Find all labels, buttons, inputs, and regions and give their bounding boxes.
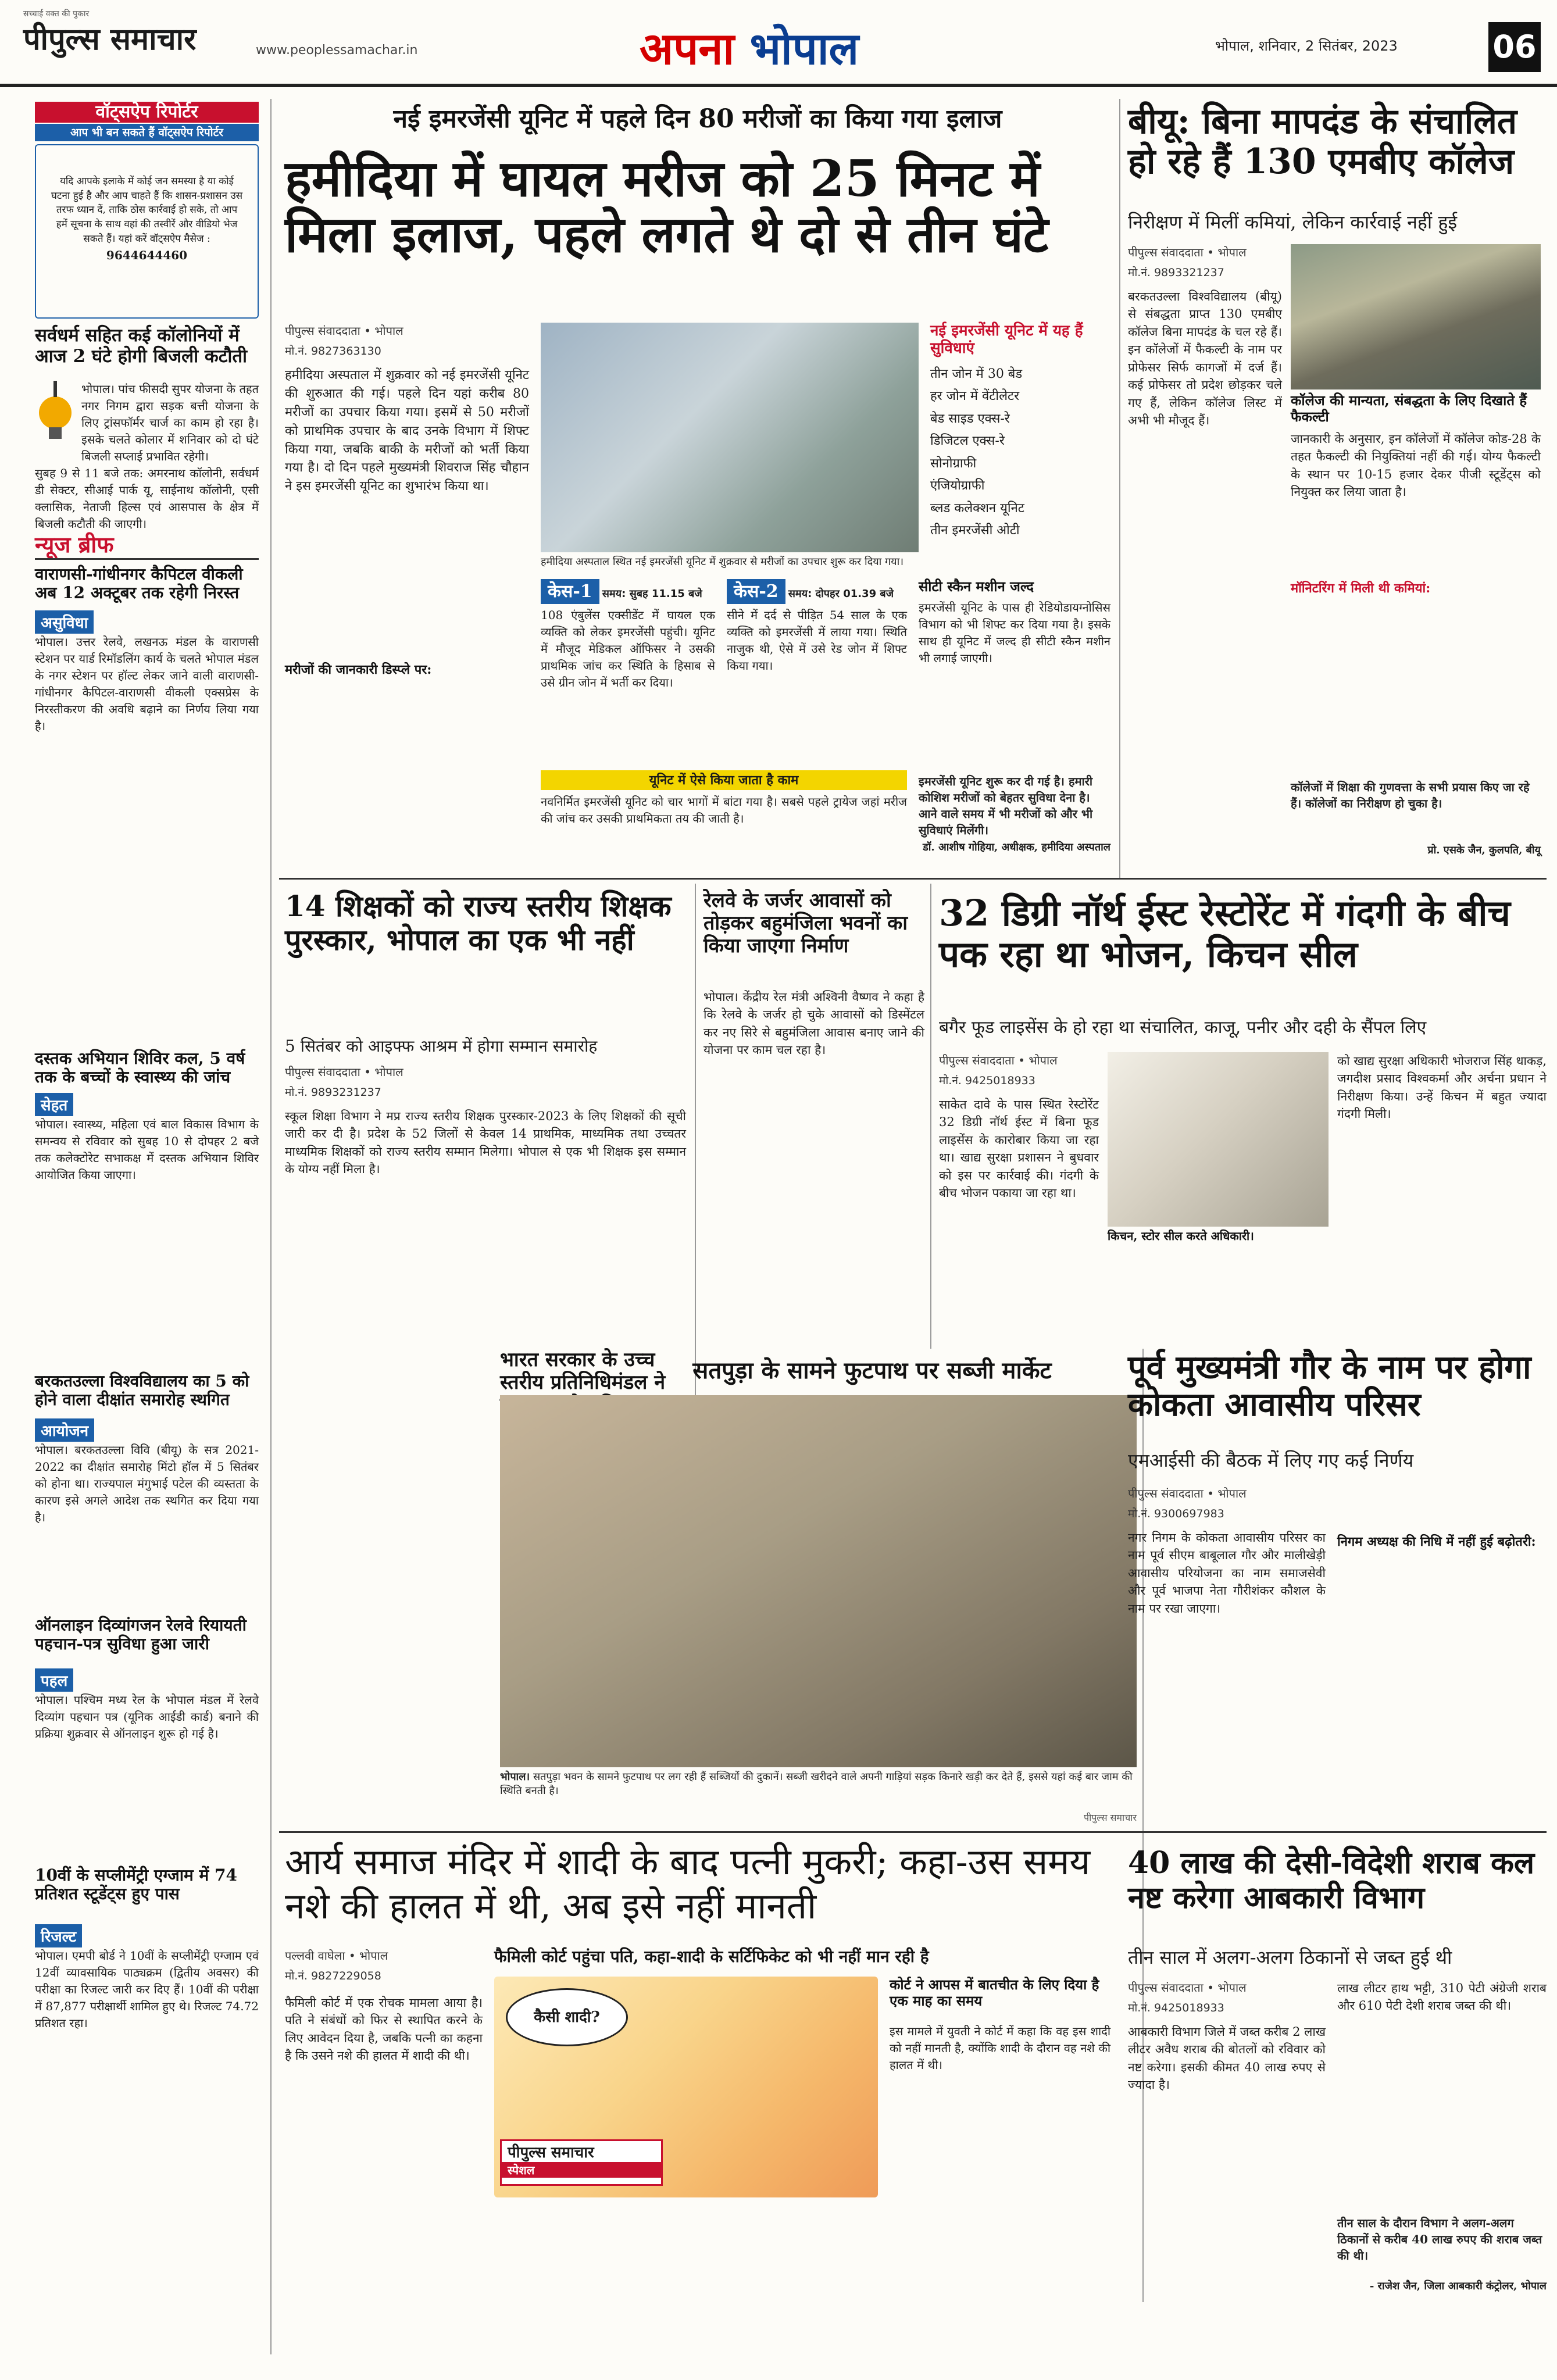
gaur-body: नगर निगम के कोकता आवासीय परिसर का नाम पूर्व सीएम बाबूलाल गौर और मालीखेड़ी आवासीय परियोजना का नाम समाजसेवी और पूर्व भाजपा नेता गौरीशंकर कौशल के नाम पर रखा जाएगा।: [1128, 1531, 1326, 1616]
section-divider: [279, 1831, 1547, 1833]
brief-headline: 10वीं के सप्लीमेंट्री एग्जाम में 74 प्रतिशत स्टूडेंट्स हुए पास: [35, 1866, 237, 1904]
lead-subhead: मरीजों की जानकारी डिस्प्ले पर:: [285, 662, 432, 677]
arya-body: फैमिली कोर्ट में एक रोचक मामला आया है। पति ने संबंधों को फिर से स्थापित करने के लिए आवेदन दिया है, जबकि पत्नी का कहना है कि उसने नशे की हालत में शादी की थी।: [285, 1996, 483, 2063]
arya-byline: पल्लवी वाघेला • भोपाल: [285, 1949, 388, 1963]
lead-photo-caption: हमीदिया अस्पताल स्थित नई इमरजेंसी यूनिट में शुक्रवार से मरीजों का उपचार शुरू कर दिया गया।: [541, 556, 904, 568]
teachers-body: स्कूल शिक्षा विभाग ने मप्र राज्य स्तरीय शिक्षक पुरस्कार-2023 के लिए शिक्षकों की सूची जारी कर दी है। प्रदेश के 52 जिलों से केवल 14 प्राथमिक, माध्यमिक तथा उच्चतर माध्यमिक शिक्षकों को राज्य स्तरीय सम्मान मिलेगा। भोपाल से एक भी शिक्षक इस सम्मान के योग्य नहीं मिला है।: [285, 1109, 686, 1177]
brief-tag: सेहत: [35, 1093, 73, 1116]
restaurant-photo: [1108, 1052, 1329, 1227]
bu-photo-caption: कॉलेज की मान्यता, संबद्धता के लिए दिखाते हैं फैकल्टी: [1291, 392, 1527, 425]
court-body: इस मामले में युवती ने कोर्ट में कहा कि वह इस शादी को नहीं मानती है, क्योंकि शादी के दौरान वह नशे की हालत में थी।: [890, 2024, 1110, 2072]
section-divider: [279, 878, 1547, 880]
teachers-byline: पीपुल्स संवाददाता • भोपाल: [285, 1065, 403, 1079]
features-list: [930, 363, 1110, 542]
section-title-b: भोपाल: [749, 23, 859, 74]
arya-headline: आर्य समाज मंदिर में शादी के बाद पत्नी मुकरी; कहा-उस समय नशे की हालत में थी, अब इसे नहीं मानती: [285, 1841, 1091, 1927]
feature-item: एंजियोग्राफी: [930, 478, 985, 494]
liquor-headline: 40 लाख की देसी-विदेशी शराब कल नष्ट करेगा आबकारी विभाग: [1128, 1845, 1535, 1916]
railway-body: भोपाल। केंद्रीय रेल मंत्री अश्विनी वैष्णव ने कहा है कि रेलवे के जर्जर हो चुके आवासों को डिस्मेंटल कर नए सिरे से बहुमंजिला आवास बनाए जाने की योजना पर काम चल रहा है।: [703, 990, 924, 1057]
liquor-body-2: लाख लीटर हाथ भट्टी, 310 पेटी अंग्रेजी शराब और 610 पेटी देशी शराब जब्त की थी।: [1337, 1981, 1547, 2013]
teachers-deck: 5 सितंबर को आइफ्फ आश्रम में होगा सम्मान समारोह: [285, 1037, 598, 1056]
column-divider: [930, 884, 931, 1349]
work-title: यूनिट में ऐसे किया जाता है काम: [541, 770, 907, 790]
bu-quote: कॉलेजों में शिक्षा की गुणवत्ता के सभी प्रयास किए जा रहे हैं। कॉलेजों का निरीक्षण हो चुका है।: [1291, 780, 1530, 810]
market-headline: सतपुड़ा के सामने फुटपाथ पर सब्जी मार्केट: [692, 1357, 1052, 1384]
brand-tagline: सच्चाई वक्त की पुकार: [23, 9, 90, 19]
restaurant-headline: 32 डिग्री नॉर्थ ईस्ट रेस्टोरेंट में गंदगी के बीच पक रहा था भोजन, किचन सील: [939, 892, 1510, 976]
gaur-subhead: निगम अध्यक्ष की निधि में नहीं हुई बढ़ोतरी:: [1337, 1534, 1536, 1549]
case-1-tag: केस-1: [541, 579, 599, 604]
features-box: [930, 323, 1110, 542]
arya-phone: मो.नं. 9827229058: [285, 1970, 381, 1982]
lead-body: हमीदिया अस्पताल में शुक्रवार को नई इमरजेंसी यूनिट की शुरुआत की गई। पहले दिन यहां करीब 80 मरीजों का उपचार किया गया। इसमें से 50 मरीजों को प्राथमिक उपचार के बाद उनके विभाग में शिफ्ट किया गया, जबकि बाकी के मरीजों को भर्ती किया गया है। दो दिन पहले मुख्यमंत्री शिवराज सिंह चौहान ने इस इमरजेंसी यूनिट का शुभारंभ किया था।: [285, 368, 529, 494]
bu-deck: निरीक्षण में मिलीं कमियां, लेकिन कार्रवाई नहीं हुई: [1128, 211, 1458, 233]
liquor-quote-by: - राजेश जैन, जिला आबकारी कंट्रोलर, भोपाल: [1369, 2280, 1547, 2292]
gaur-phone: मो.नं. 9300697983: [1128, 1507, 1224, 1520]
speech-bubble: कैसी शादी?: [506, 1988, 628, 2046]
brief-body: भोपाल। एमपी बोर्ड ने 10वीं के सप्लीमेंट्री एग्जाम एवं 12वीं व्यावसायिक पाठ्यक्रम (द्वितीय अवसर) की परीक्षा का रिजल्ट जारी कर दिए हैं। 10वीं की परीक्षा में 87,877 परीक्षार्थी शामिल हुए थे। रिजल्ट 74.72 प्रतिशत रहा।: [35, 1949, 259, 2030]
issue-date: भोपाल, शनिवार, 2 सितंबर, 2023: [1215, 38, 1398, 54]
bu-quote-by: प्रो. एसके जैन, कुलपति, बीयू: [1427, 844, 1541, 856]
brief-headline: बरकतउल्ला विश्वविद्यालय का 5 को होने वाला दीक्षांत समारोह स्थगित: [35, 1371, 249, 1410]
news-brief-title: न्यूज ब्रीफ: [35, 531, 114, 558]
brief-body: भोपाल। उत्तर रेलवे, लखनऊ मंडल के वाराणसी स्टेशन पर यार्ड रिमॉडलिंग कार्य के चलते भोपाल मंडल के नगर स्टेशन पर हॉल्ट लेकर जाने वाली वाराणसी-गांधीनगर कैपिटल-वाराणसी वीकली एक्सप्रेस के निरस्तीकरण की अवधि बढ़ाने का निर्णय लिया गया है।: [35, 635, 259, 733]
special-badge: [500, 2139, 663, 2186]
brand-logo: पीपुल्स समाचार: [23, 22, 197, 57]
liquor-byline: पीपुल्स संवाददाता • भोपाल: [1128, 1981, 1247, 1995]
lead-photo: [541, 323, 919, 552]
case-1-time: समय: सुबह 11.15 बजे: [602, 588, 702, 600]
delegation-headline: भारत सरकार के उच्च स्तरीय प्रतिनिधिमंडल ने: [500, 1348, 666, 1395]
brief-tag: पहल: [35, 1668, 73, 1692]
feature-item: डिजिटल एक्स-रे: [930, 434, 1005, 449]
brief-body: भोपाल। स्वास्थ्य, महिला एवं बाल विकास विभाग के समन्वय से रविवार को सुबह 10 से दोपहर 2 बजे तक कलेक्टोरेट सभाकक्ष में दस्तक अभियान शिविर आयोजित किया जाएगा।: [35, 1117, 259, 1182]
features-title: नई इमरजेंसी यूनिट में यह हैं सुविधाएं: [930, 322, 1083, 357]
brief-headline: ऑनलाइन दिव्यांगजन रेलवे रियायती पहचान-पत्र सुविधा हुआ जारी: [35, 1616, 247, 1654]
market-caption-text: सतपुड़ा भवन के सामने फुटपाथ पर लग रही हैं सब्जियों की दुकानें। सब्जी खरीदने वाले अपनी गाड़ियां सड़क किनारे खड़ी कर देते हैं, इससे यहां कई बार जाम की स्थिति बनती है।: [500, 1771, 1133, 1797]
restaurant-photo-caption: किचन, स्टोर सील करते अधिकारी।: [1108, 1229, 1254, 1243]
site-url[interactable]: www.peoplessamachar.in: [256, 43, 418, 58]
power-cut-body: भोपाल। पांच फीसदी सुपर योजना के तहत नगर निगम द्वारा सड़क बत्ती योजना के लिए ट्रांसफॉर्मर चार्ज का काम हो रहा है। इसके चलते कोलार में शनिवार को दो घंटे बिजली सप्लाई प्रभावित रहेगी।: [81, 382, 259, 463]
section-title-a: अपना: [640, 23, 735, 74]
case-1: [541, 578, 715, 770]
restaurant-body-2: को खाद्य सुरक्षा अधिकारी भोजराज सिंह धाकड़, जगदीश प्रसाद विश्वकर्मा और अर्चना प्रधान ने निरीक्षण किया। उन्हें किचन में बहुत ज्यादा गंदगी मिली।: [1337, 1054, 1547, 1121]
feature-item: तीन इमरजेंसी ओटी: [930, 523, 1020, 538]
column-divider: [270, 99, 272, 2354]
feature-item: ब्लड कलेक्शन यूनिट: [930, 501, 1024, 516]
gaur-headline: पूर्व मुख्यमंत्री गौर के नाम पर होगा कोकता आवासीय परिसर: [1128, 1348, 1531, 1424]
whatsapp-subtitle: आप भी बन सकते हैं वॉट्सऐप रिपोर्टर: [35, 124, 259, 141]
case-2-time: समय: दोपहर 01.39 बजे: [788, 588, 894, 600]
column-divider: [1119, 99, 1120, 878]
railway-headline: रेलवे के जर्जर आवासों को तोड़कर बहुमंजिला भवनों का किया जाएगा निर्माण: [703, 889, 908, 958]
divider: [35, 558, 259, 560]
brief-body: भोपाल। बरकतउल्ला विवि (बीयू) के सत्र 2021-2022 का दीक्षांत समारोह मिंटो हॉल में 5 सितंबर को होना था। राज्यपाल मंगुभाई पटेल की व्यस्तता के कारण इसे अगले आदेश तक स्थगित कर दिया गया है।: [35, 1443, 259, 1524]
gaur-byline: पीपुल्स संवाददाता • भोपाल: [1128, 1486, 1247, 1500]
case-2: [727, 578, 907, 770]
market-caption-label: भोपाल।: [500, 1771, 530, 1783]
power-cut-headline: सर्वधर्म सहित कई कॉलोनियों में आज 2 घंटे होगी बिजली कटौती: [35, 325, 248, 367]
whatsapp-title: वॉट्सऐप रिपोर्टर: [35, 102, 259, 123]
liquor-body: आबकारी विभाग जिले में जब्त करीब 2 लाख लीटर अवैध शराब की बोतलों को रविवार को नष्ट करेगा। इसकी कीमत 40 लाख रुपए से ज्यादा है।: [1128, 2025, 1326, 2092]
arya-deck: फैमिली कोर्ट पहुंचा पति, कहा-शादी के सर्टिफिकेट को भी नहीं मान रही है: [494, 1947, 929, 1966]
brief-headline: दस्तक अभियान शिविर कल, 5 वर्ष तक के बच्चों के स्वास्थ्य की जांच: [35, 1049, 245, 1087]
ct-box: [919, 578, 1110, 667]
brief-tag: आयोजन: [35, 1418, 94, 1442]
feature-item: हर जोन में वेंटीलेटर: [930, 389, 1020, 404]
section-title: [640, 17, 859, 77]
liquor-deck: तीन साल में अलग-अलग ठिकानों से जब्त हुई थी: [1128, 1946, 1452, 1968]
restaurant-body: साकेत दावे के पास स्थित रेस्टोरेंट 32 डिग्री नॉर्थ ईस्ट में बिना फूड लाइसेंस के कारोबार किया जा रहा था। खाद्य सुरक्षा प्रशासन ने बुधवार को इस पर कार्रवाई की। गंदगी के बीच भोजन पकाया जा रहा था।: [939, 1098, 1099, 1200]
case-1-body: 108 एंबुलेंस एक्सीडेंट में घायल एक व्यक्ति को लेकर इमरजेंसी पहुंची। यूनिट में मौजूद मेडिकल ऑफिसर ने उसकी प्राथमिक जांच कर स्थिति के हिसाब से उसे ग्रीन जोन में भर्ती कर दिया।: [541, 608, 715, 689]
bu-byline: पीपुल्स संवाददाता • भोपाल: [1128, 245, 1247, 259]
brief-headline: वाराणसी-गांधीनगर कैपिटल वीकली अब 12 अक्टूबर तक रहेगी निरस्त: [35, 564, 243, 603]
bu-subhead: मॉनिटरिंग में मिली थी कमियां:: [1291, 581, 1431, 596]
teachers-headline: 14 शिक्षकों को राज्य स्तरीय शिक्षक पुरस्कार, भोपाल का एक भी नहीं: [285, 889, 672, 957]
bulb-icon: [35, 381, 76, 451]
ct-title: सीटी स्कैन मशीन जल्द: [919, 578, 1034, 595]
liquor-phone: मो.नं. 9425018933: [1128, 2002, 1224, 2014]
whatsapp-box: [35, 144, 259, 319]
case-2-body: सीने में दर्द से पीड़ित 54 साल के एक व्यक्ति को इमरजेंसी में लाया गया। स्थिति नाजुक थी, ऐसे में उसे रेड जोन में शिफ्ट किया गया।: [727, 608, 907, 673]
power-cut-list: सुबह 9 से 11 बजे तक: अमरनाथ कॉलोनी, सर्वधर्म डी सेक्टर, सीआई पार्क यू, साईनाथ कॉलोनी, एसी क्लासिक, नेताजी हिल्स एवं आसपास के क्षेत्र में बिजली कटौती की जाएगी।: [35, 466, 259, 531]
whatsapp-body: यदि आपके इलाके में कोई जन समस्या है या कोई घटना हुई है और आप चाहते हैं कि शासन-प्रशासन उस तरफ ध्यान दें, ताकि ठोस कार्रवाई हो सके, तो आप हमें सूचना के साथ वहां की तस्वीरें और वीडियो भेज सकते हैं। यहां करें वॉट्सऐप मैसेज :: [51, 176, 243, 245]
ct-body: इमरजेंसी यूनिट के पास ही रेडियोडायग्नोसिस विभाग को भी शिफ्ट कर दिया गया है। इसके साथ ही यूनिट में जल्द ही सीटी स्कैन मशीन भी लगाई जाएगी।: [919, 600, 1110, 665]
feature-item: तीन जोन में 30 बेड: [930, 366, 1023, 381]
bu-headline: बीयू: बिना मापदंड के संचालित हो रहे हैं 130 एमबीए कॉलेज: [1128, 101, 1517, 182]
lead-quote: इमरजेंसी यूनिट शुरू कर दी गई है। हमारी कोशिश मरीजों को बेहतर सुविधा देना है। आने वाले समय में भी मरीजों को और भी सुविधाएं मिलेंगी।: [919, 774, 1093, 837]
lead-kicker: नई इमरजेंसी यूनिट में पहले दिन 80 मरीजों का किया गया इलाज: [393, 104, 1002, 134]
market-credit: पीपुल्स समाचार: [1083, 1812, 1137, 1823]
brief-body: भोपाल। पश्चिम मध्य रेल के भोपाल मंडल में रेलवे दिव्यांग पहचान पत्र (यूनिक आईडी कार्ड) बनाने की प्रक्रिया शुक्रवार से ऑनलाइन शुरू हो गई है।: [35, 1693, 259, 1741]
bu-body-2: जानकारी के अनुसार, इन कॉलेजों में कॉलेज कोड-28 के तहत फैकल्टी की नियुक्तियां नहीं की गई। योग्य फैकल्टी के स्थान पर 10-15 हजार देकर पीजी स्टूडेंट्स को नियुक्त कर लिया जाता है।: [1291, 432, 1541, 499]
special-label: स्पेशल: [502, 2162, 661, 2178]
gaur-deck: एमआईसी की बैठक में लिए गए कई निर्णय: [1128, 1449, 1414, 1471]
liquor-quote: तीन साल के दौरान विभाग ने अलग-अलग ठिकानों से करीब 40 लाख रुपए की शराब जब्त की थी।: [1337, 2216, 1542, 2263]
teachers-phone: मो.नं. 9893231237: [285, 1086, 381, 1099]
lead-byline: पीपुल्स संवाददाता • भोपाल: [285, 324, 403, 338]
feature-item: बेड साइड एक्स-रे: [930, 411, 1010, 426]
bu-phone: मो.नं. 9893321237: [1128, 266, 1224, 279]
restaurant-byline: पीपुल्स संवाददाता • भोपाल: [939, 1053, 1058, 1067]
bu-body: बरकतउल्ला विश्वविद्यालय (बीयू) से संबद्धता प्राप्त 130 एमबीए कॉलेज बिना मापदंड के चल रहे हैं। इन कॉलेजों में फैकल्टी के नाम पर प्रोफेसर सिर्फ कागजों में दर्ज हैं। कई प्रोफेसर तो प्रदेश छोड़कर चले गए हैं, लेकिन कॉलेज लिस्ट में अभी भी मौजूद हैं।: [1128, 290, 1282, 428]
special-brand: पीपुल्स समाचार: [508, 2144, 594, 2161]
lead-headline: हमीदिया में घायल मरीज को 25 मिनट में मिला इलाज, पहले लगते थे दो से तीन घंटे: [285, 149, 1049, 265]
brief-tag: असुविधा: [35, 610, 94, 634]
feature-item: सोनोग्राफी: [930, 456, 977, 471]
brief-tag: रिजल्ट: [35, 1924, 82, 1947]
case-2-tag: केस-2: [727, 579, 785, 604]
page-number: 06: [1488, 22, 1541, 72]
lead-phone: मो.नं. 9827363130: [285, 345, 381, 358]
restaurant-phone: मो.नं. 9425018933: [939, 1074, 1035, 1087]
lead-quote-by: डॉ. आशीष गोहिया, अधीक्षक, हमीदिया अस्पताल: [923, 841, 1110, 853]
work-body: नवनिर्मित इमरजेंसी यूनिट को चार भागों में बांटा गया है। सबसे पहले ट्रायेज जहां मरीज की जांच कर उसकी प्राथमिकता तय की जाती है।: [541, 795, 907, 826]
bu-photo: [1291, 244, 1541, 389]
court-title: कोर्ट ने आपस में बातचीत के लिए दिया है एक माह का समय: [890, 1976, 1099, 2009]
restaurant-deck: बगैर फूड लाइसेंस के हो रहा था संचालित, काजू, पनीर और दही के सैंपल लिए: [939, 1017, 1427, 1038]
market-caption: [500, 1770, 1137, 1799]
market-photo: [500, 1395, 1137, 1767]
whatsapp-number[interactable]: 9644644460: [106, 248, 188, 263]
